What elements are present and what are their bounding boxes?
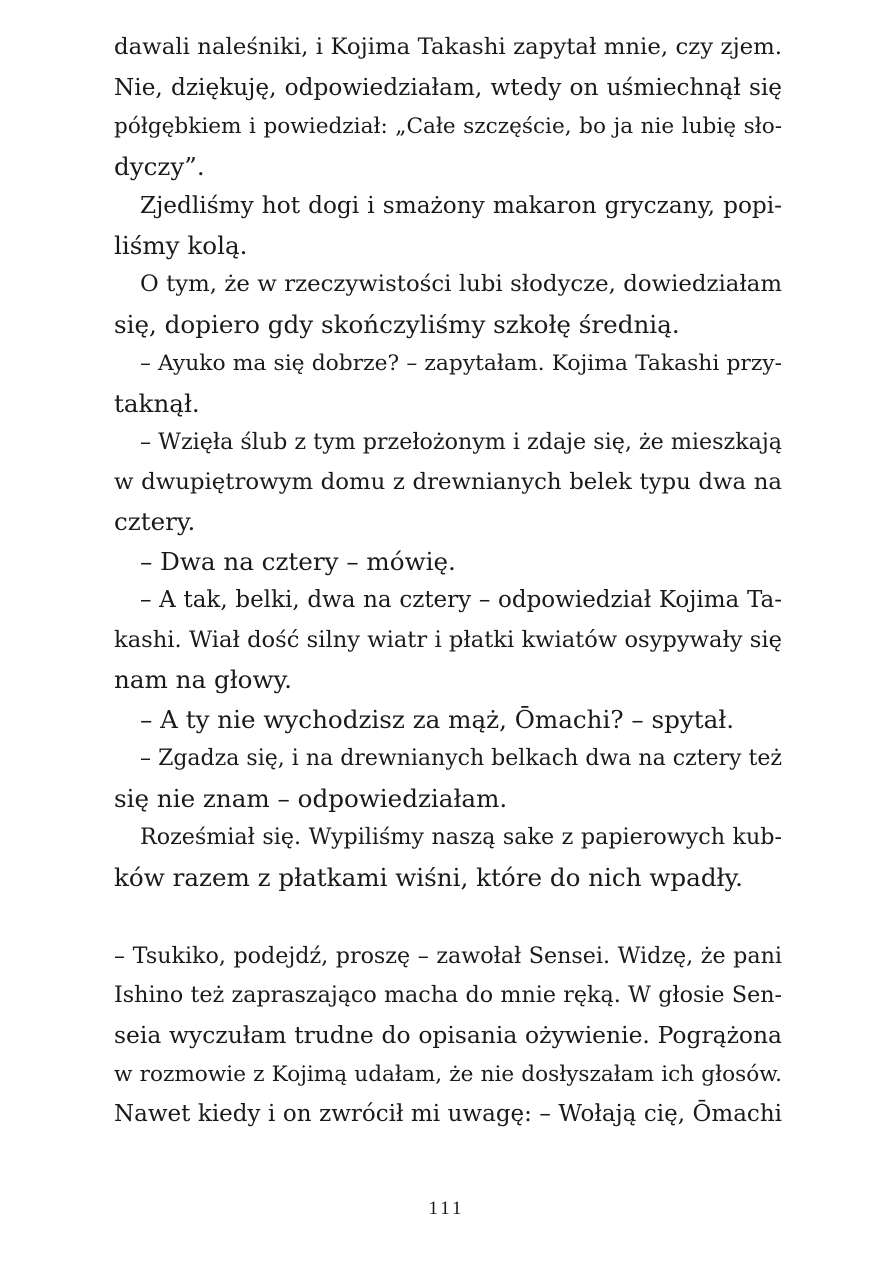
text-line: cztery. xyxy=(114,507,196,536)
text-line: się, dopiero gdy skończyliśmy szkołę średnią. xyxy=(114,309,680,339)
text-line: Roześmiał się. Wypiliśmy naszą sake z papierowych kub- xyxy=(140,824,782,850)
text-line: – A tak, belki, dwa na cztery – odpowiedział Kojima Ta- xyxy=(140,587,782,613)
text-line: Nawet kiedy i on zwrócił mi uwagę: – Wołają cię, Ōmachi xyxy=(114,1100,782,1127)
text-line: się nie znam – odpowiedziałam. xyxy=(114,783,508,813)
text-line: w rozmowie z Kojimą udałam, że nie dosłyszałam ich głosów. xyxy=(114,1062,782,1087)
text-line: Zjedliśmy hot dogi i smażony makaron gryczany, popi- xyxy=(140,192,782,219)
text-line: ków razem z płatkami wiśni, które do nich wpadły. xyxy=(114,862,743,892)
text-line: – Wzięła ślub z tym przełożonym i zdaje się, że mieszkają xyxy=(140,429,782,455)
page-number: 111 xyxy=(428,1198,465,1219)
text-line: O tym, że w rzeczywistości lubi słodycze, dowiedziałam xyxy=(140,271,782,297)
text-line: Ishino też zapraszająco macha do mnie ręką. W głosie Sen- xyxy=(114,982,782,1008)
text-line: – Tsukiko, podejdź, proszę – zawołał Sensei. Widzę, że pani xyxy=(114,942,782,969)
section-break xyxy=(114,897,782,937)
text-line: Nie, dziękuję, odpowiedziałam, wtedy on uśmiechnął się xyxy=(114,73,782,101)
text-line: taknął. xyxy=(114,388,200,418)
text-line: – Zgadza się, i na drewnianych belkach dwa na cztery też xyxy=(140,746,782,771)
text-line: liśmy kolą. xyxy=(114,230,248,260)
text-line: półgębkiem i powiedział: „Całe szczęście, bo ja nie lubię sło- xyxy=(114,114,782,139)
text-line: dawali naleśniki, i Kojima Takashi zapytał mnie, czy zjem. xyxy=(114,34,782,60)
text-line: – Dwa na cztery – mówię. xyxy=(140,546,456,576)
text-line: dyczy”. xyxy=(114,151,205,181)
text-line: w dwupiętrowym domu z drewnianych belek typu dwa na xyxy=(114,468,782,495)
text-line: kashi. Wiał dość silny wiatr i płatki kwiatów osypywały się xyxy=(114,626,782,653)
text-line: nam na głowy. xyxy=(114,665,292,694)
text-line: – Ayuko ma się dobrze? – zapytałam. Kojima Takashi przy- xyxy=(140,351,782,376)
text-line: – A ty nie wychodzisz za mąż, Ōmachi? – spytał. xyxy=(140,704,735,734)
page-body xyxy=(114,28,782,1134)
text-line: seia wyczułam trudne do opisania ożywienie. Pogrążona xyxy=(114,1020,782,1049)
